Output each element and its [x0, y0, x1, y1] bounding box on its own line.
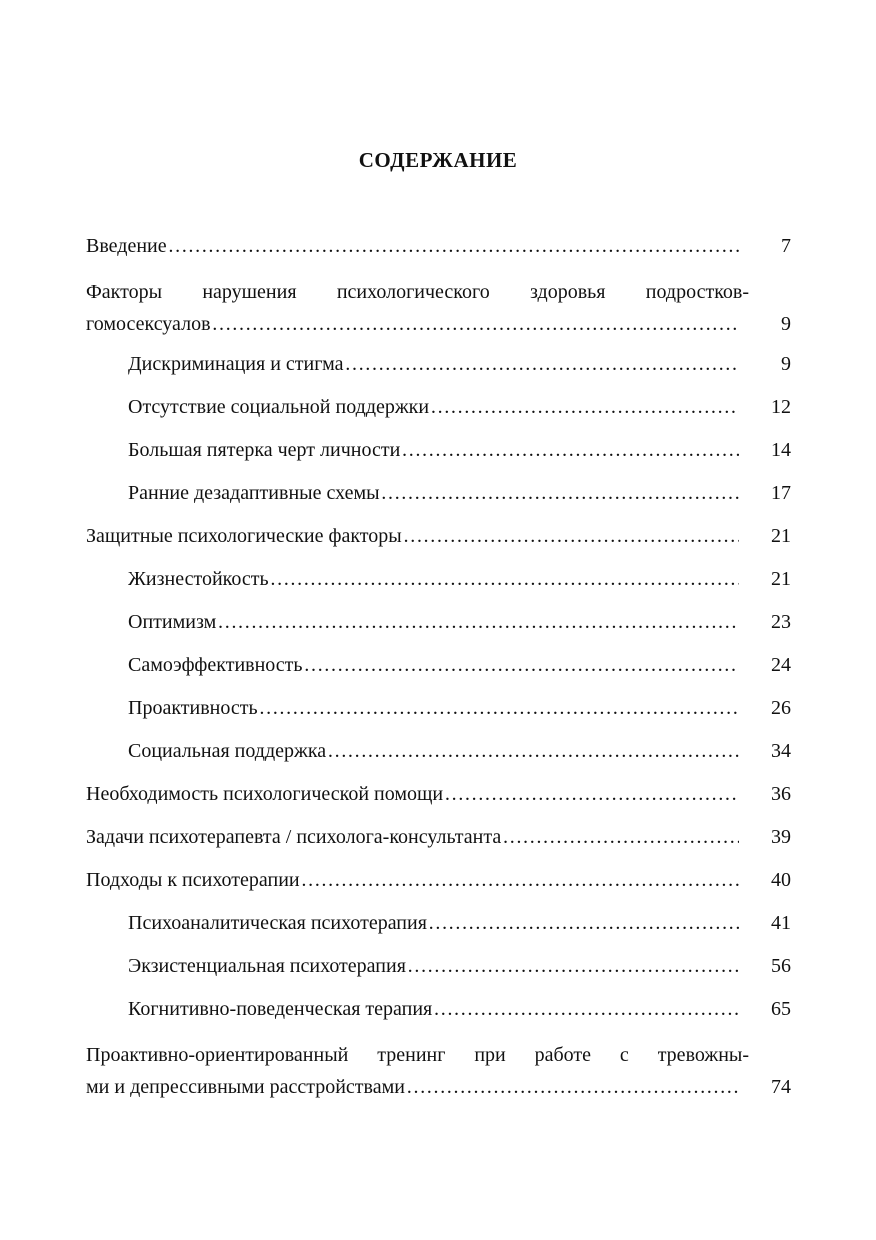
toc-entry-title: Ранние дезадаптивные схемы [128, 482, 380, 504]
toc-page-number: 24 [771, 654, 791, 676]
toc-page-number: 40 [771, 869, 791, 891]
toc-entry[interactable] [128, 950, 791, 982]
toc-entry[interactable] [128, 692, 791, 724]
leader-dots [433, 993, 739, 1025]
toc-page-number: 36 [771, 783, 791, 805]
toc-entry-title: Оптимизм [128, 611, 217, 633]
leader-dots [381, 477, 739, 509]
toc-entry-title: Когнитивно-поведенческая терапия [128, 998, 433, 1020]
toc-entry[interactable] [86, 520, 791, 552]
leader-dots [270, 563, 739, 595]
toc-page-number: 23 [771, 611, 791, 633]
toc-entry[interactable] [86, 276, 791, 340]
toc-entry[interactable] [86, 778, 791, 810]
toc-entry[interactable] [86, 864, 791, 896]
toc-page-number: 9 [781, 313, 791, 335]
toc-page-number: 12 [771, 396, 791, 418]
toc-entry-title: Проактивность [128, 697, 258, 719]
toc-page-number: 9 [781, 353, 791, 375]
toc-entry[interactable] [86, 821, 791, 853]
toc-entry-title: Большая пятерка черт личности [128, 439, 401, 461]
toc-entry-title: Отсутствие социальной поддержки [128, 396, 430, 418]
toc-entry-title: Жизнестойкость [128, 568, 269, 590]
leader-dots [403, 520, 739, 552]
toc-entry[interactable] [128, 348, 791, 380]
toc-entry[interactable] [128, 477, 791, 509]
toc-entry-title: Необходимость психологической помощи [86, 783, 444, 805]
toc-entry[interactable] [128, 993, 791, 1025]
toc-entry-title: Дискриминация и стигма [128, 353, 344, 375]
toc-entry-title: Социальная поддержка [128, 740, 327, 762]
leader-dots [168, 230, 739, 262]
leader-dots [430, 391, 739, 423]
toc-entry-title: Подходы к психотерапии [86, 869, 300, 891]
leader-dots [259, 692, 739, 724]
toc-page-number: 21 [771, 525, 791, 547]
leader-dots [212, 308, 739, 340]
toc-page-number: 56 [771, 955, 791, 977]
leader-dots [407, 950, 739, 982]
leader-dots [217, 606, 739, 638]
toc-entry-title-line1: Факторы нарушения психологического здоровья подростков- [86, 281, 749, 303]
toc-entry[interactable] [86, 1039, 791, 1103]
page-title: СОДЕРЖАНИЕ [358, 148, 518, 172]
toc-entry[interactable] [128, 563, 791, 595]
leader-dots [502, 821, 739, 853]
toc-entry[interactable] [128, 649, 791, 681]
toc-entry-title: Психоаналитическая психотерапия [128, 912, 427, 934]
toc-entry-title: Защитные психологические факторы [86, 525, 402, 547]
leader-dots [406, 1071, 739, 1103]
leader-dots [444, 778, 739, 810]
leader-dots [428, 907, 739, 939]
toc-page-number: 7 [781, 235, 791, 257]
leader-dots [401, 434, 739, 466]
leader-dots [327, 735, 739, 767]
toc-page-number: 65 [771, 998, 791, 1020]
toc-page-number: 26 [771, 697, 791, 719]
toc-entry-title: Задачи психотерапевта / психолога-консультанта [86, 826, 502, 848]
toc-entry-title: Экзистенциальная психотерапия [128, 955, 406, 977]
toc-page-number: 74 [771, 1076, 791, 1098]
leader-dots [301, 864, 739, 896]
toc-entry-title: гомосексуалов [86, 313, 211, 335]
toc-entry-title: Самоэффективность [128, 654, 303, 676]
toc-entry[interactable] [128, 434, 791, 466]
toc-page-number: 39 [771, 826, 791, 848]
leader-dots [345, 348, 739, 380]
toc-page-number: 17 [771, 482, 791, 504]
toc-page-number: 34 [771, 740, 791, 762]
toc-entry[interactable] [128, 735, 791, 767]
toc-entry-title: Введение [86, 235, 167, 257]
toc-entry-title: ми и депрессивными расстройствами [86, 1076, 405, 1098]
toc-page-number: 14 [771, 439, 791, 461]
toc-page-number: 21 [771, 568, 791, 590]
toc-entry[interactable] [128, 391, 791, 423]
toc-entry[interactable] [128, 606, 791, 638]
leader-dots [304, 649, 739, 681]
toc-page-number: 41 [771, 912, 791, 934]
toc-entry[interactable] [128, 907, 791, 939]
toc-entry-title-line1: Проактивно-ориентированный тренинг при работе с тревожны- [86, 1044, 749, 1066]
toc-entry[interactable] [86, 230, 791, 262]
